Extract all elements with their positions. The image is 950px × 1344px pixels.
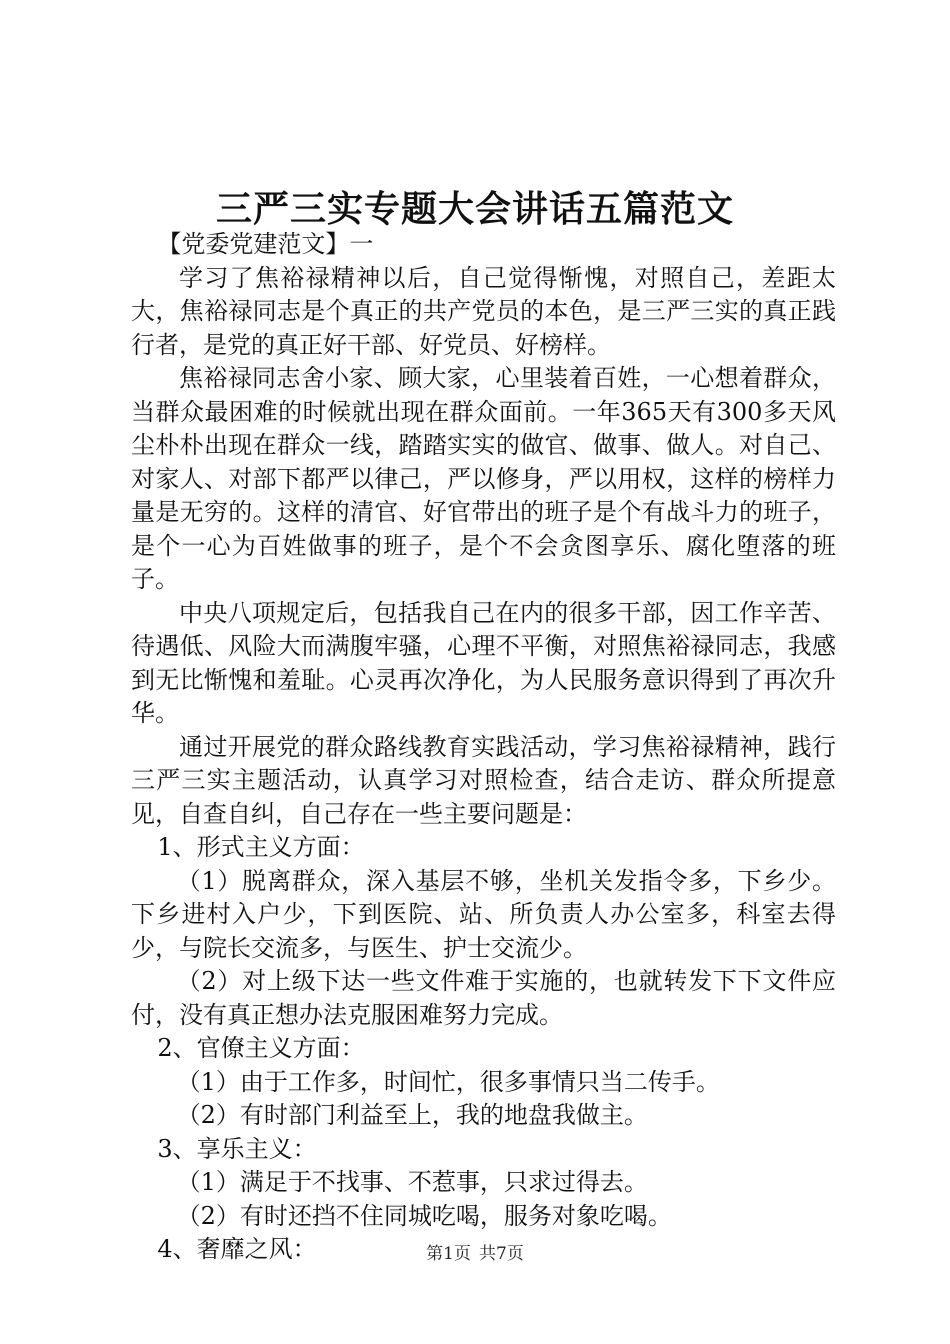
body-paragraph: 通过开展党的群众路线教育实践活动，学习焦裕禄精神，践行三严三实主题活动，认真学习对照检查，结合走访、群众所提意见，自查自纠，自己存在一些主要问题是： [131, 732, 836, 828]
list-heading: 4、奢靡之风： [157, 1235, 317, 1263]
body-paragraph: 焦裕禄同志舍小家、顾大家，心里装着百姓，一心想着群众，当群众最困难的时候就出现在群众面前。一年365天有300多天风尘朴朴出现在群众一线，踏踏实实的做官、做事、做人。对自己、对家人、对部下都严以律己，严以修身，严以用权，这样的榜样力量是无穷的。这样的清官、好官带出的班子是个有战斗力的班子，是个一心为百姓做事的班子，是个不会贪图享乐、腐化堕落的班子。 [131, 364, 836, 593]
section-tag: 【党委党建范文】一 [157, 230, 374, 258]
list-item: （1）由于工作多，时间忙，很多事情只当二传手。 [176, 1067, 720, 1096]
list-heading: 2、官僚主义方面： [157, 1034, 365, 1062]
list-item: （1）脱离群众，深入基层不够，坐机关发指令多，下乡少。下乡进村入户少，下到医院、站、所负责人办公室多，科室去得少，与院长交流多，与医生、护士交流少。 [131, 866, 836, 962]
document-title: 三严三实专题大会讲话五篇范文 [215, 188, 734, 230]
list-item: （2）对上级下达一些文件难于实施的，也就转发下下文件应付，没有真正想办法克服困难努力完成。 [131, 967, 836, 1029]
list-item: （2）有时还挡不住同城吃喝，服务对象吃喝。 [176, 1201, 672, 1230]
page-footer [0, 1242, 950, 1266]
list-heading: 3、享乐主义： [157, 1134, 317, 1163]
list-item: （2）有时部门利益至上，我的地盘我做主。 [176, 1101, 648, 1129]
page-number: 第1页 [426, 1244, 471, 1264]
body-paragraph: 学习了焦裕禄精神以后，自己觉得惭愧，对照自己，差距太大，焦裕禄同志是个真正的共产党员的本色，是三严三实的真正践行者，是党的真正好干部、好党员、好榜样。 [131, 263, 836, 359]
page-total: 共7页 [479, 1244, 524, 1264]
body-paragraph: 中央八项规定后，包括我自己在内的很多干部，因工作辛苦、待遇低、风险大而满腹牢骚，心理不平衡，对照焦裕禄同志，我感到无比惭愧和羞耻。心灵再次净化，为人民服务意识得到了再次升华。 [131, 598, 836, 727]
document-body [131, 228, 836, 1267]
list-item: （1）满足于不找事、不惹事，只求过得去。 [176, 1168, 648, 1196]
list-heading: 1、形式主义方面： [157, 833, 365, 861]
